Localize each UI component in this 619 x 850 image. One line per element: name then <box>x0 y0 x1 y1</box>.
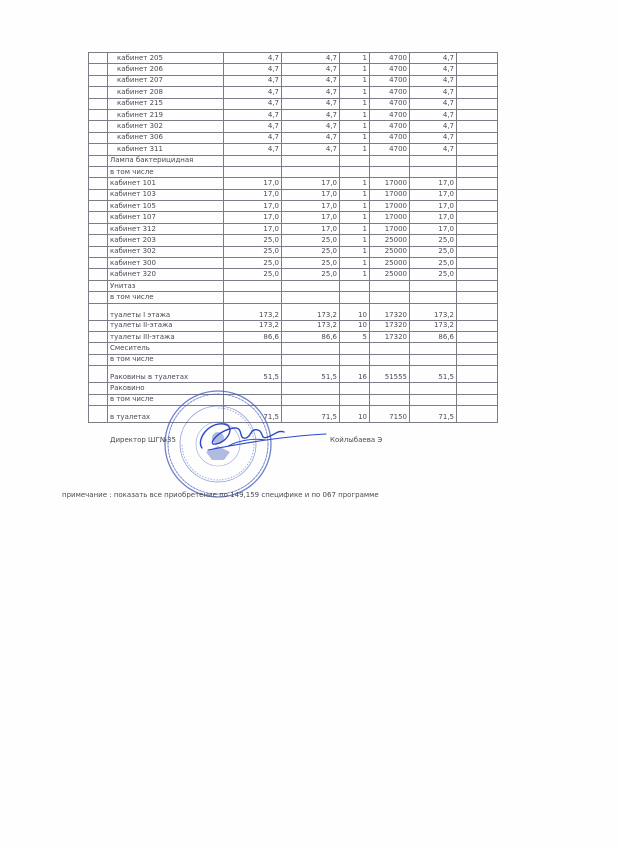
row-number-cell <box>89 405 108 422</box>
amount-cell: 71,5 <box>282 405 340 422</box>
amount-cell: 4,7 <box>282 87 340 98</box>
blank-cell <box>457 292 498 303</box>
goods-table <box>88 52 498 423</box>
price-cell: 17320 <box>370 303 410 320</box>
total-cell: 4,7 <box>410 121 457 132</box>
amount-cell: 4,7 <box>282 53 340 64</box>
amount-cell: 17,0 <box>224 223 282 234</box>
price-cell <box>370 155 410 166</box>
total-cell: 4,7 <box>410 144 457 155</box>
blank-cell <box>457 320 498 331</box>
amount-cell: 17,0 <box>282 189 340 200</box>
item-name-cell: кабинет 312 <box>108 223 224 234</box>
quantity-cell: 1 <box>340 75 370 86</box>
blank-cell <box>457 269 498 280</box>
amount-cell: 86,6 <box>224 331 282 342</box>
quantity-cell: 1 <box>340 121 370 132</box>
amount-cell: 17,0 <box>224 178 282 189</box>
item-name-cell: Раковино <box>108 383 224 394</box>
total-cell: 25,0 <box>410 258 457 269</box>
price-cell: 51555 <box>370 366 410 383</box>
row-number-cell <box>89 223 108 234</box>
table-row <box>89 258 498 269</box>
table-row <box>89 235 498 246</box>
price-cell: 25000 <box>370 258 410 269</box>
row-number-cell <box>89 383 108 394</box>
amount-cell <box>282 394 340 405</box>
blank-cell <box>457 258 498 269</box>
amount-cell <box>282 166 340 177</box>
row-number-cell <box>89 212 108 223</box>
row-number-cell <box>89 258 108 269</box>
amount-cell: 17,0 <box>282 178 340 189</box>
blank-cell <box>457 109 498 120</box>
blank-cell <box>457 366 498 383</box>
amount-cell <box>224 343 282 354</box>
total-cell: 4,7 <box>410 75 457 86</box>
amount-cell <box>282 343 340 354</box>
table-row <box>89 212 498 223</box>
quantity-cell <box>340 343 370 354</box>
table-row <box>89 343 498 354</box>
total-cell <box>410 343 457 354</box>
total-cell: 25,0 <box>410 246 457 257</box>
footnote: примечание : показать все приобретение по 149,159 специфике и по 067 программе <box>62 491 379 499</box>
price-cell <box>370 292 410 303</box>
total-cell <box>410 166 457 177</box>
amount-cell: 4,7 <box>224 53 282 64</box>
quantity-cell: 10 <box>340 303 370 320</box>
blank-cell <box>457 189 498 200</box>
quantity-cell <box>340 394 370 405</box>
amount-cell: 173,2 <box>224 320 282 331</box>
total-cell: 4,7 <box>410 87 457 98</box>
blank-cell <box>457 405 498 422</box>
price-cell: 17320 <box>370 331 410 342</box>
amount-cell: 25,0 <box>224 235 282 246</box>
row-number-cell <box>89 366 108 383</box>
total-cell: 25,0 <box>410 269 457 280</box>
quantity-cell: 1 <box>340 258 370 269</box>
amount-cell: 4,7 <box>224 87 282 98</box>
quantity-cell: 16 <box>340 366 370 383</box>
row-number-cell <box>89 64 108 75</box>
table-row <box>89 144 498 155</box>
price-cell <box>370 354 410 365</box>
price-cell <box>370 383 410 394</box>
quantity-cell <box>340 292 370 303</box>
table-row <box>89 75 498 86</box>
amount-cell: 4,7 <box>282 144 340 155</box>
amount-cell: 4,7 <box>282 98 340 109</box>
amount-cell: 4,7 <box>224 144 282 155</box>
amount-cell: 4,7 <box>224 109 282 120</box>
quantity-cell: 1 <box>340 132 370 143</box>
blank-cell <box>457 201 498 212</box>
table-row <box>89 292 498 303</box>
amount-cell: 173,2 <box>282 320 340 331</box>
director-title: Директор ШГ№35 <box>110 436 176 444</box>
total-cell: 17,0 <box>410 189 457 200</box>
blank-cell <box>457 87 498 98</box>
amount-cell <box>282 383 340 394</box>
table-row <box>89 320 498 331</box>
row-number-cell <box>89 394 108 405</box>
item-name-cell: туалеты II-этажа <box>108 320 224 331</box>
amount-cell: 25,0 <box>282 246 340 257</box>
quantity-cell: 1 <box>340 53 370 64</box>
price-cell <box>370 343 410 354</box>
amount-cell: 25,0 <box>224 246 282 257</box>
blank-cell <box>457 178 498 189</box>
quantity-cell <box>340 383 370 394</box>
row-number-cell <box>89 201 108 212</box>
total-cell: 17,0 <box>410 178 457 189</box>
quantity-cell <box>340 354 370 365</box>
price-cell <box>370 166 410 177</box>
quantity-cell: 1 <box>340 269 370 280</box>
table-row <box>89 109 498 120</box>
amount-cell: 25,0 <box>224 269 282 280</box>
quantity-cell: 1 <box>340 87 370 98</box>
quantity-cell: 1 <box>340 109 370 120</box>
item-name-cell: кабинет 206 <box>108 64 224 75</box>
amount-cell: 4,7 <box>224 121 282 132</box>
total-cell: 51,5 <box>410 366 457 383</box>
blank-cell <box>457 64 498 75</box>
row-number-cell <box>89 331 108 342</box>
row-number-cell <box>89 292 108 303</box>
row-number-cell <box>89 320 108 331</box>
row-number-cell <box>89 303 108 320</box>
blank-cell <box>457 331 498 342</box>
item-name-cell: кабинет 219 <box>108 109 224 120</box>
table-row <box>89 383 498 394</box>
row-number-cell <box>89 98 108 109</box>
quantity-cell: 1 <box>340 235 370 246</box>
item-name-cell: кабинет 205 <box>108 53 224 64</box>
total-cell <box>410 292 457 303</box>
item-name-cell: кабинет 208 <box>108 87 224 98</box>
amount-cell: 4,7 <box>282 121 340 132</box>
table-row <box>89 280 498 291</box>
table-row <box>89 178 498 189</box>
blank-cell <box>457 166 498 177</box>
price-cell: 4700 <box>370 64 410 75</box>
quantity-cell: 1 <box>340 212 370 223</box>
table-row <box>89 166 498 177</box>
price-cell: 25000 <box>370 235 410 246</box>
row-number-cell <box>89 87 108 98</box>
table-row <box>89 223 498 234</box>
quantity-cell: 10 <box>340 320 370 331</box>
quantity-cell <box>340 155 370 166</box>
item-name-cell: в том числе <box>108 394 224 405</box>
price-cell: 4700 <box>370 75 410 86</box>
amount-cell: 4,7 <box>282 64 340 75</box>
quantity-cell: 1 <box>340 189 370 200</box>
quantity-cell: 1 <box>340 64 370 75</box>
price-cell <box>370 280 410 291</box>
price-cell: 4700 <box>370 132 410 143</box>
amount-cell: 86,6 <box>282 331 340 342</box>
price-cell: 17000 <box>370 223 410 234</box>
item-name-cell: в том числе <box>108 292 224 303</box>
item-name-cell: туалеты III-этажа <box>108 331 224 342</box>
table-row <box>89 331 498 342</box>
blank-cell <box>457 280 498 291</box>
price-cell: 17320 <box>370 320 410 331</box>
price-cell <box>370 394 410 405</box>
total-cell: 4,7 <box>410 132 457 143</box>
amount-cell <box>282 354 340 365</box>
row-number-cell <box>89 166 108 177</box>
quantity-cell <box>340 280 370 291</box>
amount-cell: 4,7 <box>282 75 340 86</box>
price-cell: 25000 <box>370 246 410 257</box>
total-cell: 173,2 <box>410 303 457 320</box>
quantity-cell: 10 <box>340 405 370 422</box>
table-row <box>89 98 498 109</box>
row-number-cell <box>89 109 108 120</box>
table-row <box>89 87 498 98</box>
director-name: Койлыбаева Э <box>330 436 383 444</box>
price-cell: 4700 <box>370 87 410 98</box>
table-row <box>89 155 498 166</box>
total-cell <box>410 155 457 166</box>
blank-cell <box>457 144 498 155</box>
row-number-cell <box>89 269 108 280</box>
amount-cell <box>282 280 340 291</box>
item-name-cell: в том числе <box>108 166 224 177</box>
amount-cell: 17,0 <box>282 223 340 234</box>
item-name-cell: кабинет 107 <box>108 212 224 223</box>
amount-cell <box>282 155 340 166</box>
total-cell <box>410 394 457 405</box>
row-number-cell <box>89 144 108 155</box>
amount-cell: 25,0 <box>224 258 282 269</box>
blank-cell <box>457 246 498 257</box>
amount-cell: 17,0 <box>224 189 282 200</box>
price-cell: 17000 <box>370 201 410 212</box>
amount-cell: 71,5 <box>224 405 282 422</box>
table-row <box>89 189 498 200</box>
amount-cell: 4,7 <box>282 132 340 143</box>
quantity-cell <box>340 166 370 177</box>
total-cell <box>410 383 457 394</box>
item-name-cell: кабинет 103 <box>108 189 224 200</box>
row-number-cell <box>89 75 108 86</box>
amount-cell: 173,2 <box>282 303 340 320</box>
blank-cell <box>457 223 498 234</box>
total-cell: 17,0 <box>410 201 457 212</box>
amount-cell: 17,0 <box>282 212 340 223</box>
amount-cell <box>282 292 340 303</box>
table-row <box>89 121 498 132</box>
blank-cell <box>457 303 498 320</box>
item-name-cell: кабинет 203 <box>108 235 224 246</box>
table-row <box>89 64 498 75</box>
price-cell: 17000 <box>370 178 410 189</box>
total-cell: 4,7 <box>410 53 457 64</box>
item-name-cell: Смеситель <box>108 343 224 354</box>
blank-cell <box>457 343 498 354</box>
item-name-cell: туалеты I этажа <box>108 303 224 320</box>
item-name-cell: кабинет 302 <box>108 246 224 257</box>
row-number-cell <box>89 132 108 143</box>
quantity-cell: 1 <box>340 178 370 189</box>
quantity-cell: 1 <box>340 98 370 109</box>
blank-cell <box>457 235 498 246</box>
item-name-cell: кабинет 215 <box>108 98 224 109</box>
amount-cell: 17,0 <box>282 201 340 212</box>
amount-cell: 25,0 <box>282 258 340 269</box>
row-number-cell <box>89 155 108 166</box>
row-number-cell <box>89 121 108 132</box>
item-name-cell: кабинет 302 <box>108 121 224 132</box>
row-number-cell <box>89 178 108 189</box>
item-name-cell: Лампа бактерицидная <box>108 155 224 166</box>
blank-cell <box>457 53 498 64</box>
total-cell: 4,7 <box>410 98 457 109</box>
item-name-cell: Унитаз <box>108 280 224 291</box>
item-name-cell: кабинет 105 <box>108 201 224 212</box>
price-cell: 4700 <box>370 109 410 120</box>
blank-cell <box>457 155 498 166</box>
total-cell <box>410 354 457 365</box>
item-name-cell: кабинет 320 <box>108 269 224 280</box>
total-cell: 4,7 <box>410 64 457 75</box>
amount-cell: 17,0 <box>224 212 282 223</box>
total-cell: 17,0 <box>410 223 457 234</box>
item-name-cell: кабинет 207 <box>108 75 224 86</box>
amount-cell <box>224 280 282 291</box>
total-cell: 25,0 <box>410 235 457 246</box>
amount-cell <box>224 166 282 177</box>
item-name-cell: Раковины в туалетах <box>108 366 224 383</box>
table-row <box>89 354 498 365</box>
item-name-cell: в туалетах <box>108 405 224 422</box>
amount-cell: 51,5 <box>224 366 282 383</box>
quantity-cell: 1 <box>340 246 370 257</box>
total-cell: 17,0 <box>410 212 457 223</box>
price-cell: 17000 <box>370 189 410 200</box>
table-row <box>89 132 498 143</box>
handwritten-signature <box>188 410 328 460</box>
table-row <box>89 303 498 320</box>
quantity-cell: 5 <box>340 331 370 342</box>
amount-cell: 4,7 <box>224 132 282 143</box>
row-number-cell <box>89 343 108 354</box>
item-name-cell: кабинет 101 <box>108 178 224 189</box>
blank-cell <box>457 121 498 132</box>
amount-cell: 4,7 <box>282 109 340 120</box>
quantity-cell: 1 <box>340 223 370 234</box>
row-number-cell <box>89 246 108 257</box>
amount-cell <box>224 155 282 166</box>
total-cell: 4,7 <box>410 109 457 120</box>
amount-cell: 25,0 <box>282 235 340 246</box>
blank-cell <box>457 383 498 394</box>
total-cell: 71,5 <box>410 405 457 422</box>
blank-cell <box>457 75 498 86</box>
blank-cell <box>457 98 498 109</box>
blank-cell <box>457 212 498 223</box>
quantity-cell: 1 <box>340 144 370 155</box>
price-cell: 4700 <box>370 98 410 109</box>
price-cell: 7150 <box>370 405 410 422</box>
item-name-cell: кабинет 300 <box>108 258 224 269</box>
table-row <box>89 53 498 64</box>
blank-cell <box>457 132 498 143</box>
quantity-cell: 1 <box>340 201 370 212</box>
price-cell: 4700 <box>370 144 410 155</box>
blank-cell <box>457 394 498 405</box>
amount-cell: 173,2 <box>224 303 282 320</box>
amount-cell: 4,7 <box>224 75 282 86</box>
row-number-cell <box>89 280 108 291</box>
row-number-cell <box>89 354 108 365</box>
price-cell: 25000 <box>370 269 410 280</box>
total-cell: 173,2 <box>410 320 457 331</box>
amount-cell: 4,7 <box>224 64 282 75</box>
item-name-cell: кабинет 306 <box>108 132 224 143</box>
price-cell: 17000 <box>370 212 410 223</box>
amount-cell <box>224 354 282 365</box>
amount-cell: 4,7 <box>224 98 282 109</box>
price-cell: 4700 <box>370 53 410 64</box>
total-cell: 86,6 <box>410 331 457 342</box>
table-row <box>89 366 498 383</box>
table-row <box>89 246 498 257</box>
table-row <box>89 269 498 280</box>
amount-cell: 17,0 <box>224 201 282 212</box>
amount-cell: 25,0 <box>282 269 340 280</box>
total-cell <box>410 280 457 291</box>
table-row <box>89 394 498 405</box>
item-name-cell: в том числе <box>108 354 224 365</box>
price-cell: 4700 <box>370 121 410 132</box>
table-row <box>89 201 498 212</box>
amount-cell <box>224 292 282 303</box>
row-number-cell <box>89 189 108 200</box>
row-number-cell <box>89 235 108 246</box>
blank-cell <box>457 354 498 365</box>
item-name-cell: кабинет 311 <box>108 144 224 155</box>
row-number-cell <box>89 53 108 64</box>
amount-cell: 51,5 <box>282 366 340 383</box>
